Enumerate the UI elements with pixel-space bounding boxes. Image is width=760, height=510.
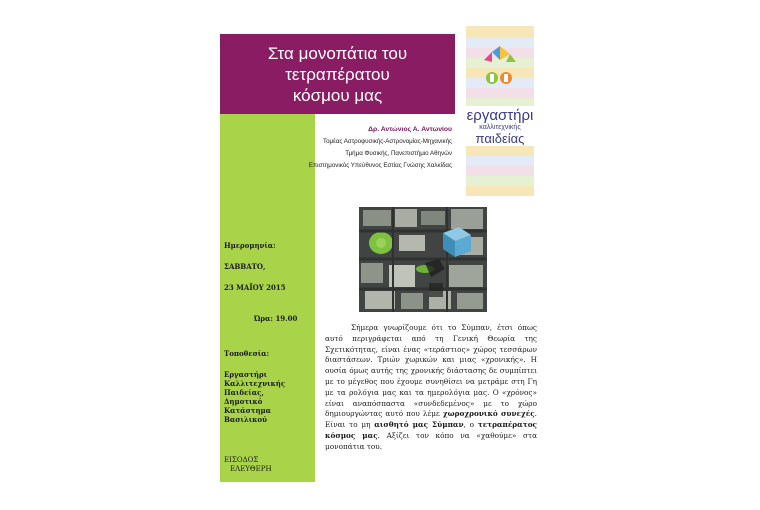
body-text-2: . Είναι το μη bbox=[325, 409, 537, 430]
workshop-logo bbox=[466, 26, 534, 196]
description-paragraph bbox=[325, 323, 537, 453]
author-name: Δρ. Αντώνιος Α. Αντωνίου bbox=[368, 126, 452, 133]
location-line-1: Εργαστήρι bbox=[224, 370, 268, 379]
location-line-2: Καλλιτεχνικής bbox=[224, 379, 286, 388]
title-line-3: κόσμου μας bbox=[292, 85, 383, 105]
city-illustration bbox=[359, 207, 487, 312]
body-text-1: Σήμερα γνωρίζουμε ότι το Σύμπαν, έτσι όπως αυτό περιγράφεται από τη Γενική Θεωρία της Σχετικότητας, είναι ένας «τεράστιος» χώρος τεσσάρων διαστάσεων. Τριών χωρικών και μιας «χρονικής». Η ουσία όμως αυτής της χρονικής διάστασης δε συμπίπτει με το μέγεθος που έχουμε συνηθίσει να μετράμε στη Γη με τα ρολόγια μας και τα ημερολόγια μας. Ο «χρόνος» είναι αναπόσπαστα «συνδεδεμένος» με το χώρο δημιουργώντας αυτό που λέμε bbox=[325, 323, 537, 419]
logo-text-2: καλλιτεχνικής bbox=[479, 124, 521, 131]
entry-line-1: ΕΙΣΟΔΟΣ bbox=[224, 456, 259, 464]
title-line-1: Στα μονοπάτια του bbox=[267, 43, 408, 63]
body-text-3: , ο bbox=[463, 420, 475, 430]
logo-text-3: παιδείας bbox=[475, 131, 525, 146]
body-text-4: . Αξίζει τον κόπο να «χαθούμε» στα μονοπάτια του. bbox=[325, 430, 537, 451]
author-affiliation-3: Επιστημονικός Υπεύθυνος Εστίας Γνώσης Χαλκίδας bbox=[308, 162, 452, 169]
title-line-2: τετραπέρατου bbox=[285, 64, 390, 84]
event-time: Ώρα: 19.00 bbox=[254, 314, 298, 323]
city-aerial-image bbox=[359, 207, 487, 312]
location-line-6: Βασιλικού bbox=[224, 415, 267, 424]
location-line-4: Δημοτικό bbox=[224, 397, 263, 406]
entry-line-2: ΕΛΕΥΘΕΡΗ bbox=[230, 465, 272, 473]
date-label: Ημερομηνία: bbox=[224, 241, 276, 250]
body-bold-2: αισθητό μας Σύμπαν bbox=[374, 420, 464, 430]
author-block bbox=[262, 124, 452, 172]
author-affiliation-2: Τμήμα Φυσικής, Πανεπιστήμιο Αθηνών bbox=[345, 150, 452, 157]
poster-title bbox=[220, 34, 455, 114]
event-day: ΣΑΒΒΑΤΟ, bbox=[224, 262, 266, 271]
event-date: 23 ΜΑΪΟΥ 2015 bbox=[224, 283, 286, 292]
location-line-3: Παιδείας, bbox=[224, 388, 264, 397]
location-line-5: Κατάστημα bbox=[224, 406, 272, 415]
body-bold-1: χωροχρονικό συνεχές bbox=[442, 409, 535, 419]
author-affiliation-1: Τομέας Αστροφυσικής-Αστρονομίας-Μηχανικής bbox=[322, 138, 452, 145]
logo-text-1: εργαστήρι bbox=[466, 107, 534, 124]
location-label: Τοποθεσία: bbox=[224, 349, 270, 358]
body-bold-3: τετραπέρατος κόσμος μας bbox=[325, 420, 537, 440]
